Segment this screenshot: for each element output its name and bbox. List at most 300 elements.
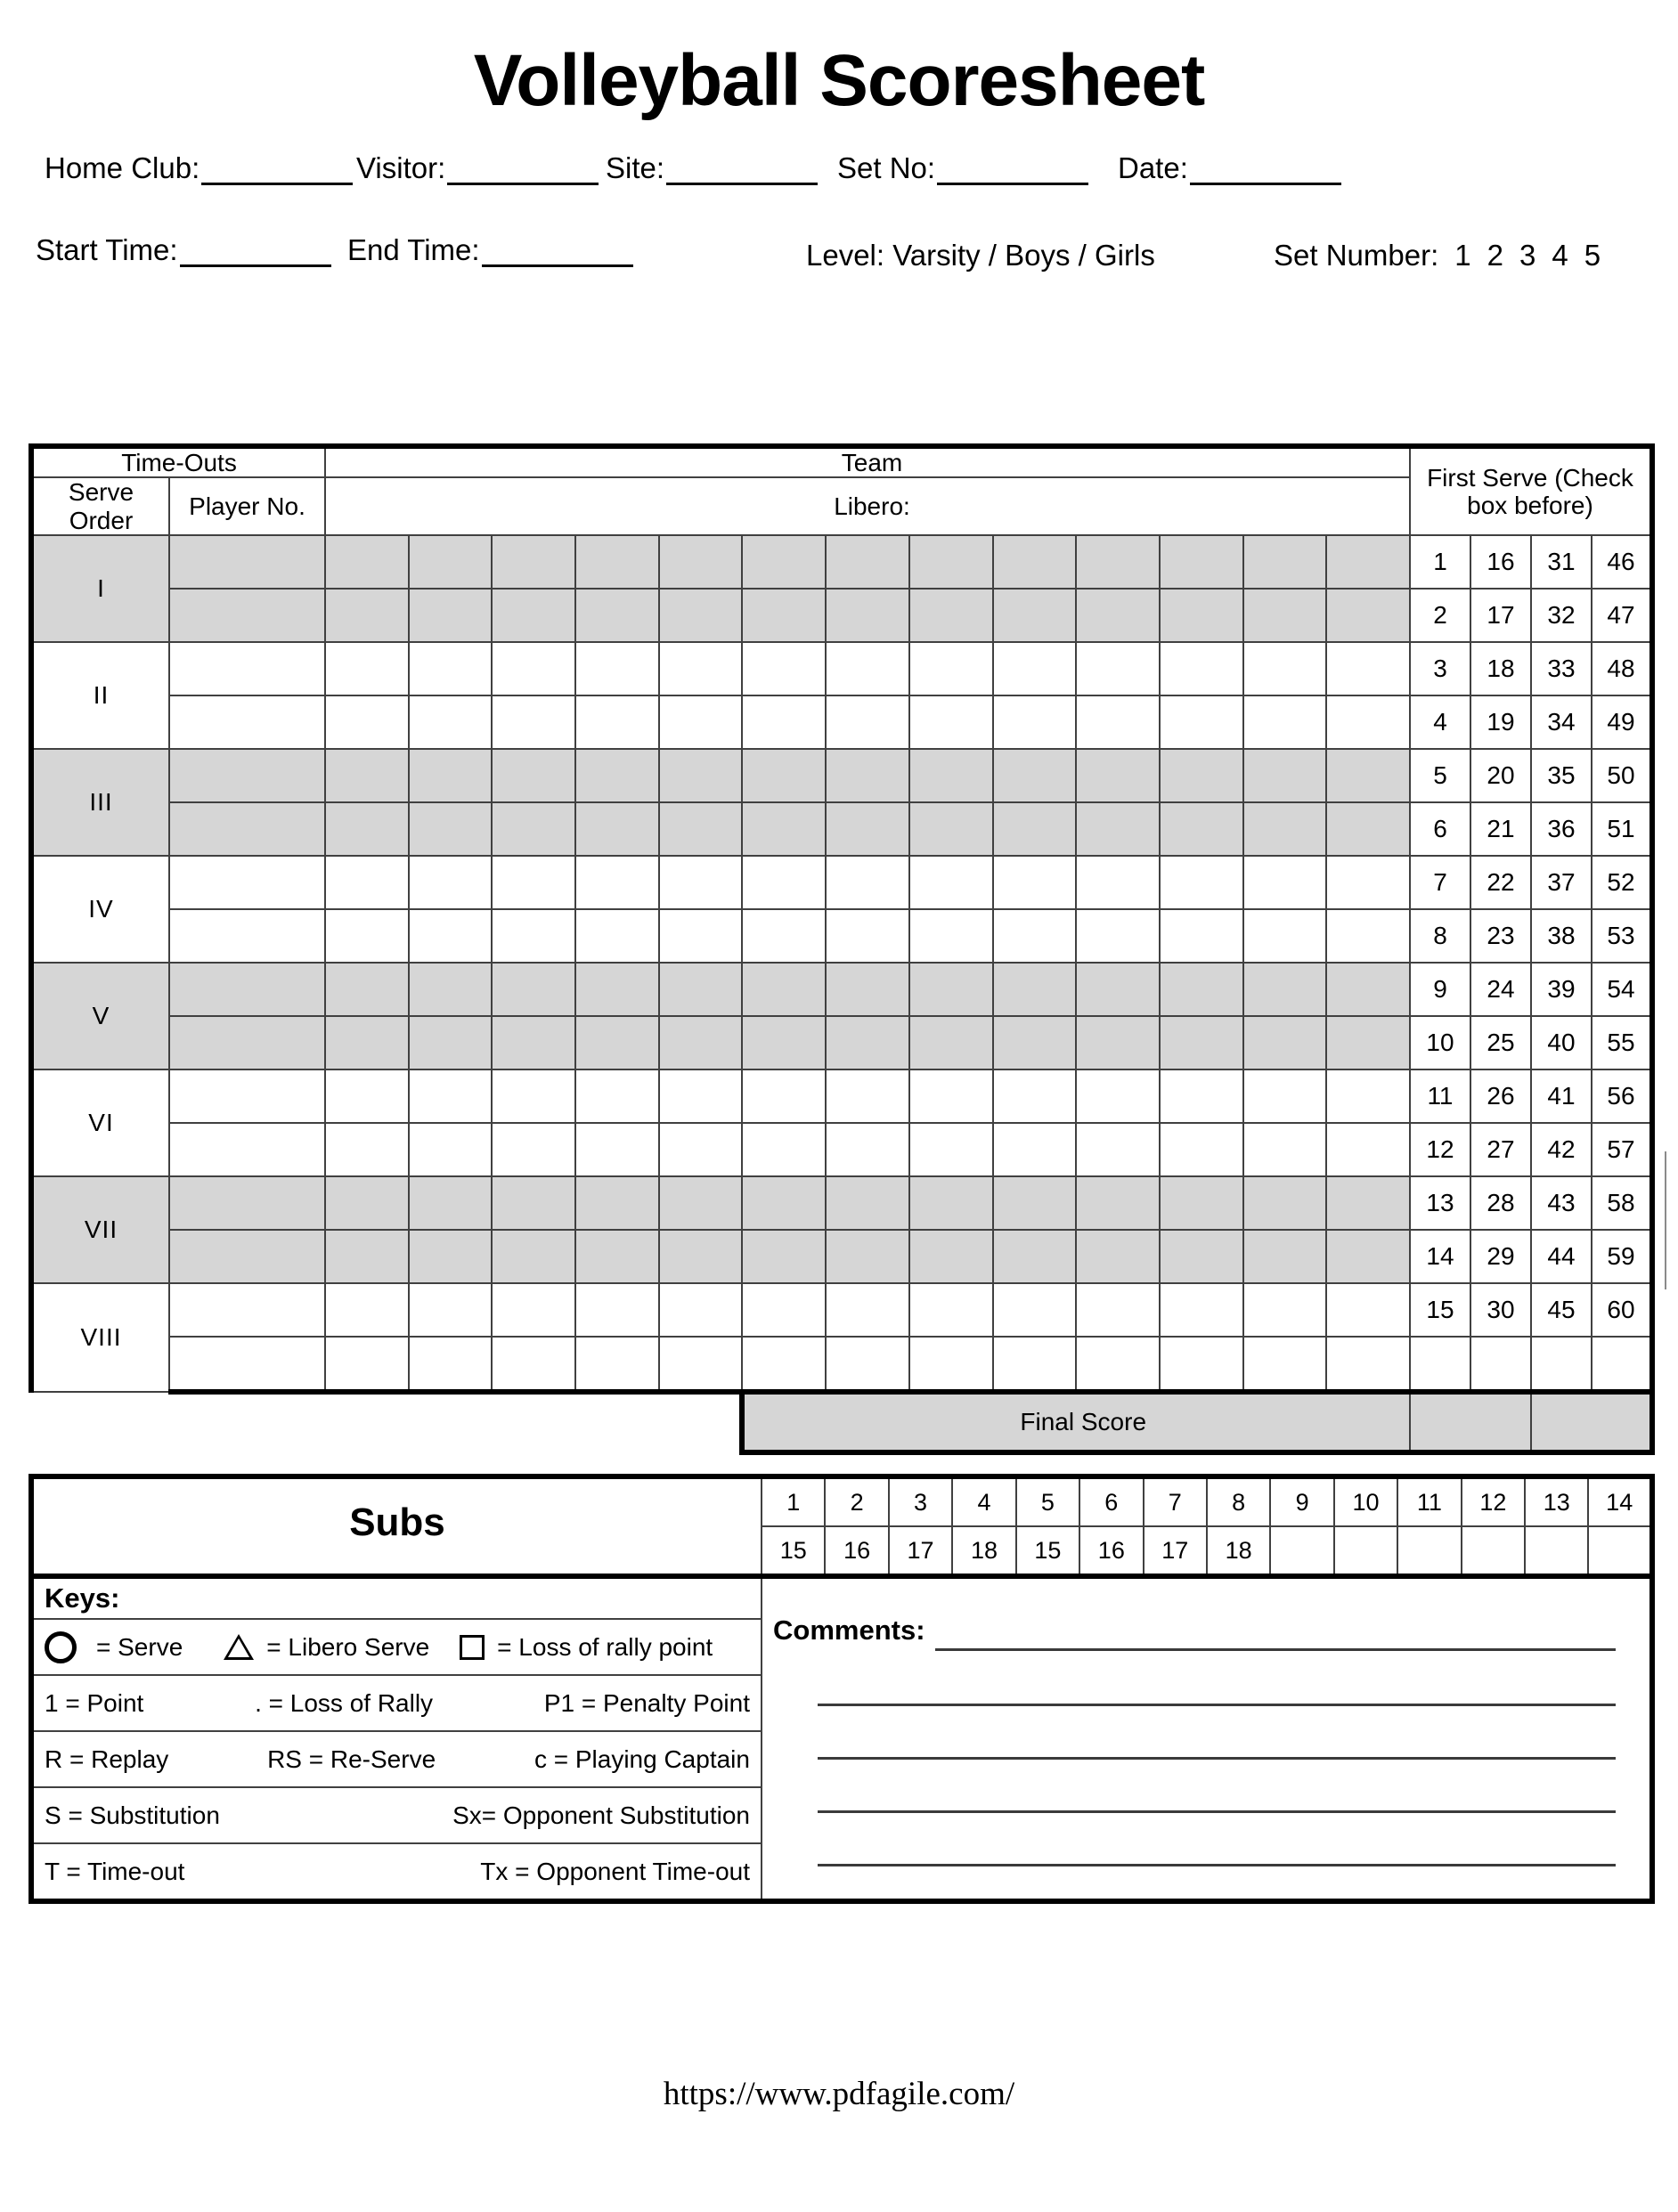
- score-grid-cell[interactable]: [325, 1176, 409, 1230]
- level-options[interactable]: Level: Varsity / Boys / Girls: [806, 239, 1155, 272]
- first-serve-number-58[interactable]: 58: [1592, 1176, 1652, 1230]
- score-grid-cell[interactable]: [575, 695, 659, 749]
- set-number-option-5[interactable]: 5: [1584, 239, 1601, 272]
- header-field-visitor[interactable]: [356, 151, 599, 185]
- field-input-rule[interactable]: [1190, 158, 1341, 185]
- subs-number-6[interactable]: 6: [1079, 1476, 1143, 1526]
- first-serve-number-18[interactable]: 18: [1470, 642, 1531, 695]
- first-serve-number-22[interactable]: 22: [1470, 856, 1531, 909]
- score-grid-cell[interactable]: [492, 749, 575, 802]
- header-field-site[interactable]: [606, 151, 818, 185]
- player-no-input[interactable]: [169, 856, 325, 909]
- score-grid-cell[interactable]: [1243, 695, 1327, 749]
- score-grid-cell[interactable]: [1160, 535, 1243, 589]
- score-grid-cell[interactable]: [409, 1283, 493, 1337]
- first-serve-number-14[interactable]: 14: [1410, 1230, 1470, 1283]
- score-grid-cell[interactable]: [325, 695, 409, 749]
- subs-number-1[interactable]: 1: [762, 1476, 825, 1526]
- score-grid-cell[interactable]: [575, 1176, 659, 1230]
- score-grid-cell[interactable]: [742, 856, 826, 909]
- score-grid-cell[interactable]: [1076, 589, 1160, 642]
- first-serve-number-5[interactable]: 5: [1410, 749, 1470, 802]
- subs-number-10[interactable]: 10: [1334, 1476, 1397, 1526]
- score-grid-cell[interactable]: [909, 642, 993, 695]
- final-score-value-1[interactable]: [1410, 1392, 1531, 1452]
- score-grid-cell[interactable]: [1160, 1337, 1243, 1392]
- score-grid-cell[interactable]: [1326, 909, 1410, 963]
- score-grid-cell[interactable]: [909, 802, 993, 856]
- first-serve-number-55[interactable]: 55: [1592, 1016, 1652, 1069]
- set-number-option-3[interactable]: 3: [1519, 239, 1536, 272]
- score-grid-cell[interactable]: [742, 1230, 826, 1283]
- first-serve-number-37[interactable]: 37: [1531, 856, 1592, 909]
- score-grid-cell[interactable]: [1160, 963, 1243, 1016]
- score-grid-cell[interactable]: [409, 589, 493, 642]
- field-input-rule[interactable]: [937, 158, 1088, 185]
- score-grid-cell[interactable]: [1243, 1230, 1327, 1283]
- first-serve-number-1[interactable]: 1: [1410, 535, 1470, 589]
- score-grid-cell[interactable]: [826, 535, 909, 589]
- first-serve-number-8[interactable]: 8: [1410, 909, 1470, 963]
- score-grid-cell[interactable]: [492, 642, 575, 695]
- score-grid-cell[interactable]: [575, 909, 659, 963]
- first-serve-number-59[interactable]: 59: [1592, 1230, 1652, 1283]
- first-serve-number-28[interactable]: 28: [1470, 1176, 1531, 1230]
- set-number-selector[interactable]: [1274, 239, 1601, 272]
- score-grid-cell[interactable]: [575, 1069, 659, 1123]
- first-serve-number-49[interactable]: 49: [1592, 695, 1652, 749]
- header-field-start-time[interactable]: [36, 233, 331, 267]
- first-serve-number-36[interactable]: 36: [1531, 802, 1592, 856]
- first-serve-number-50[interactable]: 50: [1592, 749, 1652, 802]
- first-serve-number-32[interactable]: 32: [1531, 589, 1592, 642]
- subs-number-2[interactable]: 2: [825, 1476, 888, 1526]
- score-grid-cell[interactable]: [1160, 1069, 1243, 1123]
- score-grid-cell[interactable]: [1076, 535, 1160, 589]
- player-no-input[interactable]: [169, 749, 325, 802]
- subs-entry-empty[interactable]: [1588, 1526, 1651, 1576]
- score-grid-cell[interactable]: [826, 642, 909, 695]
- score-grid-cell[interactable]: [909, 1337, 993, 1392]
- score-grid-cell[interactable]: [1076, 1283, 1160, 1337]
- player-no-input[interactable]: [169, 1283, 325, 1337]
- score-grid-cell[interactable]: [826, 802, 909, 856]
- score-grid-cell[interactable]: [1160, 1283, 1243, 1337]
- player-no-input[interactable]: [169, 535, 325, 589]
- subs-entry-17[interactable]: 17: [1144, 1526, 1207, 1576]
- score-grid-cell[interactable]: [575, 1016, 659, 1069]
- score-grid-cell[interactable]: [325, 642, 409, 695]
- score-grid-cell[interactable]: [409, 802, 493, 856]
- score-grid-cell[interactable]: [325, 1016, 409, 1069]
- score-grid-cell[interactable]: [659, 695, 743, 749]
- player-no-input[interactable]: [169, 589, 325, 642]
- first-serve-number-54[interactable]: 54: [1592, 963, 1652, 1016]
- first-serve-number-23[interactable]: 23: [1470, 909, 1531, 963]
- score-grid-cell[interactable]: [1326, 1176, 1410, 1230]
- score-grid-cell[interactable]: [993, 749, 1077, 802]
- score-grid-cell[interactable]: [1160, 856, 1243, 909]
- player-no-input[interactable]: [169, 1337, 325, 1392]
- score-grid-cell[interactable]: [325, 856, 409, 909]
- player-no-input[interactable]: [169, 1016, 325, 1069]
- score-grid-cell[interactable]: [909, 535, 993, 589]
- score-grid-cell[interactable]: [1243, 1123, 1327, 1176]
- score-grid-cell[interactable]: [826, 1123, 909, 1176]
- score-grid-cell[interactable]: [909, 909, 993, 963]
- player-no-input[interactable]: [169, 1123, 325, 1176]
- score-grid-cell[interactable]: [1326, 963, 1410, 1016]
- subs-number-3[interactable]: 3: [889, 1476, 952, 1526]
- score-grid-cell[interactable]: [742, 1337, 826, 1392]
- first-serve-number-20[interactable]: 20: [1470, 749, 1531, 802]
- score-grid-cell[interactable]: [659, 749, 743, 802]
- score-grid-cell[interactable]: [742, 589, 826, 642]
- score-grid-cell[interactable]: [1243, 1337, 1327, 1392]
- first-serve-number-33[interactable]: 33: [1531, 642, 1592, 695]
- first-serve-number-47[interactable]: 47: [1592, 589, 1652, 642]
- score-grid-cell[interactable]: [492, 802, 575, 856]
- subs-entry-empty[interactable]: [1270, 1526, 1333, 1576]
- score-grid-cell[interactable]: [575, 802, 659, 856]
- score-grid-cell[interactable]: [909, 749, 993, 802]
- score-grid-cell[interactable]: [742, 1176, 826, 1230]
- first-serve-number-3[interactable]: 3: [1410, 642, 1470, 695]
- subs-entry-18[interactable]: 18: [952, 1526, 1015, 1576]
- first-serve-number-4[interactable]: 4: [1410, 695, 1470, 749]
- score-grid-cell[interactable]: [742, 749, 826, 802]
- score-grid-cell[interactable]: [492, 1123, 575, 1176]
- score-grid-cell[interactable]: [1243, 1069, 1327, 1123]
- first-serve-number-35[interactable]: 35: [1531, 749, 1592, 802]
- score-grid-cell[interactable]: [742, 1123, 826, 1176]
- score-grid-cell[interactable]: [826, 1230, 909, 1283]
- first-serve-number-56[interactable]: 56: [1592, 1069, 1652, 1123]
- score-grid-cell[interactable]: [909, 1283, 993, 1337]
- score-grid-cell[interactable]: [1160, 1176, 1243, 1230]
- score-grid-cell[interactable]: [659, 1016, 743, 1069]
- score-grid-cell[interactable]: [909, 589, 993, 642]
- header-field-home-club[interactable]: [45, 151, 353, 185]
- score-grid-cell[interactable]: [1326, 749, 1410, 802]
- score-grid-cell[interactable]: [575, 535, 659, 589]
- score-grid-cell[interactable]: [492, 1230, 575, 1283]
- first-serve-number-9[interactable]: 9: [1410, 963, 1470, 1016]
- score-grid-cell[interactable]: [1160, 802, 1243, 856]
- score-grid-cell[interactable]: [575, 1283, 659, 1337]
- score-grid-cell[interactable]: [1160, 749, 1243, 802]
- score-grid-cell[interactable]: [325, 802, 409, 856]
- player-no-input[interactable]: [169, 963, 325, 1016]
- score-grid-cell[interactable]: [575, 1230, 659, 1283]
- score-grid-cell[interactable]: [826, 909, 909, 963]
- score-grid-cell[interactable]: [492, 963, 575, 1016]
- first-serve-number-26[interactable]: 26: [1470, 1069, 1531, 1123]
- score-grid-cell[interactable]: [1326, 1016, 1410, 1069]
- subs-entry-18[interactable]: 18: [1207, 1526, 1270, 1576]
- comments-line-4[interactable]: [818, 1810, 1616, 1813]
- subs-number-11[interactable]: 11: [1397, 1476, 1461, 1526]
- first-serve-number-16[interactable]: 16: [1470, 535, 1531, 589]
- first-serve-number-17[interactable]: 17: [1470, 589, 1531, 642]
- score-grid-cell[interactable]: [409, 909, 493, 963]
- score-grid-cell[interactable]: [659, 1337, 743, 1392]
- field-input-rule[interactable]: [201, 158, 353, 185]
- score-grid-cell[interactable]: [409, 1069, 493, 1123]
- set-number-option-1[interactable]: 1: [1454, 239, 1471, 272]
- score-grid-cell[interactable]: [409, 695, 493, 749]
- first-serve-number-38[interactable]: 38: [1531, 909, 1592, 963]
- score-grid-cell[interactable]: [409, 749, 493, 802]
- comments-line-1[interactable]: [935, 1648, 1616, 1651]
- score-grid-cell[interactable]: [826, 695, 909, 749]
- score-grid-cell[interactable]: [325, 535, 409, 589]
- first-serve-number-15[interactable]: 15: [1410, 1283, 1470, 1337]
- score-grid-cell[interactable]: [492, 1016, 575, 1069]
- subs-entry-16[interactable]: 16: [825, 1526, 888, 1576]
- subs-number-12[interactable]: 12: [1462, 1476, 1525, 1526]
- score-grid-cell[interactable]: [993, 535, 1077, 589]
- subs-number-13[interactable]: 13: [1525, 1476, 1588, 1526]
- score-grid-cell[interactable]: [492, 589, 575, 642]
- comments-cell[interactable]: [762, 1576, 1652, 1901]
- subs-number-7[interactable]: 7: [1144, 1476, 1207, 1526]
- score-grid-cell[interactable]: [659, 535, 743, 589]
- player-no-input[interactable]: [169, 1069, 325, 1123]
- player-no-input[interactable]: [169, 802, 325, 856]
- final-score-value-2[interactable]: [1531, 1392, 1652, 1452]
- first-serve-number-13[interactable]: 13: [1410, 1176, 1470, 1230]
- score-grid-cell[interactable]: [1160, 1016, 1243, 1069]
- player-no-input[interactable]: [169, 909, 325, 963]
- first-serve-empty[interactable]: [1531, 1337, 1592, 1392]
- score-grid-cell[interactable]: [1243, 589, 1327, 642]
- first-serve-number-48[interactable]: 48: [1592, 642, 1652, 695]
- score-grid-cell[interactable]: [409, 1230, 493, 1283]
- score-grid-cell[interactable]: [659, 589, 743, 642]
- first-serve-number-6[interactable]: 6: [1410, 802, 1470, 856]
- score-grid-cell[interactable]: [1243, 1176, 1327, 1230]
- subs-entry-15[interactable]: 15: [762, 1526, 825, 1576]
- score-grid-cell[interactable]: [1326, 1123, 1410, 1176]
- score-grid-cell[interactable]: [909, 1230, 993, 1283]
- first-serve-number-43[interactable]: 43: [1531, 1176, 1592, 1230]
- score-grid-cell[interactable]: [909, 1069, 993, 1123]
- score-grid-cell[interactable]: [1326, 1283, 1410, 1337]
- score-grid-cell[interactable]: [492, 695, 575, 749]
- score-grid-cell[interactable]: [1326, 589, 1410, 642]
- first-serve-number-12[interactable]: 12: [1410, 1123, 1470, 1176]
- score-grid-cell[interactable]: [492, 1283, 575, 1337]
- score-grid-cell[interactable]: [1326, 1069, 1410, 1123]
- score-grid-cell[interactable]: [325, 1230, 409, 1283]
- score-grid-cell[interactable]: [659, 1230, 743, 1283]
- score-grid-cell[interactable]: [659, 1123, 743, 1176]
- score-grid-cell[interactable]: [993, 1123, 1077, 1176]
- subs-entry-empty[interactable]: [1334, 1526, 1397, 1576]
- score-grid-cell[interactable]: [409, 1337, 493, 1392]
- score-grid-cell[interactable]: [742, 909, 826, 963]
- header-field-end-time[interactable]: [347, 233, 633, 267]
- score-grid-cell[interactable]: [993, 1337, 1077, 1392]
- score-grid-cell[interactable]: [826, 856, 909, 909]
- score-grid-cell[interactable]: [1076, 1230, 1160, 1283]
- first-serve-number-42[interactable]: 42: [1531, 1123, 1592, 1176]
- first-serve-number-11[interactable]: 11: [1410, 1069, 1470, 1123]
- subs-entry-empty[interactable]: [1462, 1526, 1525, 1576]
- score-grid-cell[interactable]: [325, 963, 409, 1016]
- score-grid-cell[interactable]: [909, 856, 993, 909]
- score-grid-cell[interactable]: [909, 1016, 993, 1069]
- score-grid-cell[interactable]: [993, 1230, 1077, 1283]
- score-grid-cell[interactable]: [659, 642, 743, 695]
- score-grid-cell[interactable]: [659, 1069, 743, 1123]
- score-grid-cell[interactable]: [1160, 642, 1243, 695]
- score-grid-cell[interactable]: [909, 1176, 993, 1230]
- score-grid-cell[interactable]: [1076, 1337, 1160, 1392]
- set-number-option-2[interactable]: 2: [1487, 239, 1503, 272]
- subs-number-5[interactable]: 5: [1016, 1476, 1079, 1526]
- score-grid-cell[interactable]: [742, 642, 826, 695]
- score-grid-cell[interactable]: [1076, 1069, 1160, 1123]
- first-serve-number-53[interactable]: 53: [1592, 909, 1652, 963]
- first-serve-number-41[interactable]: 41: [1531, 1069, 1592, 1123]
- comments-line-2[interactable]: [818, 1704, 1616, 1706]
- score-grid-cell[interactable]: [1076, 642, 1160, 695]
- score-grid-cell[interactable]: [1076, 749, 1160, 802]
- score-grid-cell[interactable]: [826, 1016, 909, 1069]
- comments-area[interactable]: [762, 1607, 1649, 1871]
- first-serve-empty[interactable]: [1470, 1337, 1531, 1392]
- score-grid-cell[interactable]: [659, 1176, 743, 1230]
- first-serve-number-29[interactable]: 29: [1470, 1230, 1531, 1283]
- first-serve-number-40[interactable]: 40: [1531, 1016, 1592, 1069]
- score-grid-cell[interactable]: [1243, 963, 1327, 1016]
- score-grid-cell[interactable]: [1243, 749, 1327, 802]
- first-serve-number-39[interactable]: 39: [1531, 963, 1592, 1016]
- first-serve-number-60[interactable]: 60: [1592, 1283, 1652, 1337]
- first-serve-number-34[interactable]: 34: [1531, 695, 1592, 749]
- score-grid-cell[interactable]: [1160, 909, 1243, 963]
- score-grid-cell[interactable]: [575, 1337, 659, 1392]
- first-serve-number-21[interactable]: 21: [1470, 802, 1531, 856]
- score-grid-cell[interactable]: [325, 1069, 409, 1123]
- score-grid-cell[interactable]: [1326, 642, 1410, 695]
- score-grid-cell[interactable]: [492, 856, 575, 909]
- player-no-input[interactable]: [169, 695, 325, 749]
- score-grid-cell[interactable]: [993, 1069, 1077, 1123]
- subs-number-8[interactable]: 8: [1207, 1476, 1270, 1526]
- comments-line-5[interactable]: [818, 1864, 1616, 1866]
- subs-entry-16[interactable]: 16: [1079, 1526, 1143, 1576]
- first-serve-empty[interactable]: [1410, 1337, 1470, 1392]
- score-grid-cell[interactable]: [742, 963, 826, 1016]
- score-grid-cell[interactable]: [1160, 695, 1243, 749]
- score-grid-cell[interactable]: [993, 1176, 1077, 1230]
- set-number-option-4[interactable]: 4: [1552, 239, 1568, 272]
- score-grid-cell[interactable]: [909, 963, 993, 1016]
- score-grid-cell[interactable]: [1160, 589, 1243, 642]
- libero-field[interactable]: Libero:: [325, 477, 1410, 535]
- score-grid-cell[interactable]: [742, 535, 826, 589]
- field-input-rule[interactable]: [447, 158, 599, 185]
- score-grid-cell[interactable]: [1076, 909, 1160, 963]
- field-input-rule[interactable]: [180, 240, 331, 267]
- first-serve-number-24[interactable]: 24: [1470, 963, 1531, 1016]
- first-serve-number-30[interactable]: 30: [1470, 1283, 1531, 1337]
- score-grid-cell[interactable]: [993, 1016, 1077, 1069]
- score-grid-cell[interactable]: [575, 642, 659, 695]
- first-serve-number-45[interactable]: 45: [1531, 1283, 1592, 1337]
- score-grid-cell[interactable]: [993, 589, 1077, 642]
- first-serve-number-44[interactable]: 44: [1531, 1230, 1592, 1283]
- score-grid-cell[interactable]: [409, 1123, 493, 1176]
- score-grid-cell[interactable]: [325, 1337, 409, 1392]
- score-grid-cell[interactable]: [1076, 1016, 1160, 1069]
- score-grid-cell[interactable]: [826, 589, 909, 642]
- score-grid-cell[interactable]: [742, 802, 826, 856]
- score-grid-cell[interactable]: [993, 909, 1077, 963]
- score-grid-cell[interactable]: [325, 1123, 409, 1176]
- subs-number-9[interactable]: 9: [1270, 1476, 1333, 1526]
- score-grid-cell[interactable]: [1076, 1123, 1160, 1176]
- first-serve-number-25[interactable]: 25: [1470, 1016, 1531, 1069]
- score-grid-cell[interactable]: [826, 1176, 909, 1230]
- score-grid-cell[interactable]: [993, 856, 1077, 909]
- score-grid-cell[interactable]: [325, 909, 409, 963]
- score-grid-cell[interactable]: [575, 1123, 659, 1176]
- player-no-input[interactable]: [169, 642, 325, 695]
- score-grid-cell[interactable]: [993, 642, 1077, 695]
- score-grid-cell[interactable]: [1326, 695, 1410, 749]
- score-grid-cell[interactable]: [742, 1283, 826, 1337]
- score-grid-cell[interactable]: [1243, 1283, 1327, 1337]
- score-grid-cell[interactable]: [1326, 1230, 1410, 1283]
- score-grid-cell[interactable]: [1076, 1176, 1160, 1230]
- score-grid-cell[interactable]: [409, 963, 493, 1016]
- score-grid-cell[interactable]: [1243, 802, 1327, 856]
- score-grid-cell[interactable]: [993, 802, 1077, 856]
- first-serve-number-51[interactable]: 51: [1592, 802, 1652, 856]
- score-grid-cell[interactable]: [993, 1283, 1077, 1337]
- score-grid-cell[interactable]: [325, 749, 409, 802]
- score-grid-cell[interactable]: [1326, 856, 1410, 909]
- score-grid-cell[interactable]: [575, 963, 659, 1016]
- first-serve-number-27[interactable]: 27: [1470, 1123, 1531, 1176]
- score-grid-cell[interactable]: [659, 1283, 743, 1337]
- score-grid-cell[interactable]: [1076, 802, 1160, 856]
- score-grid-cell[interactable]: [1243, 1016, 1327, 1069]
- first-serve-number-46[interactable]: 46: [1592, 535, 1652, 589]
- first-serve-number-31[interactable]: 31: [1531, 535, 1592, 589]
- score-grid-cell[interactable]: [826, 963, 909, 1016]
- subs-entry-empty[interactable]: [1397, 1526, 1461, 1576]
- score-grid-cell[interactable]: [492, 1337, 575, 1392]
- score-grid-cell[interactable]: [409, 642, 493, 695]
- score-grid-cell[interactable]: [1243, 535, 1327, 589]
- first-serve-number-2[interactable]: 2: [1410, 589, 1470, 642]
- score-grid-cell[interactable]: [409, 535, 493, 589]
- score-grid-cell[interactable]: [993, 963, 1077, 1016]
- score-grid-cell[interactable]: [742, 695, 826, 749]
- score-grid-cell[interactable]: [575, 749, 659, 802]
- score-grid-cell[interactable]: [742, 1016, 826, 1069]
- score-grid-cell[interactable]: [492, 909, 575, 963]
- score-grid-cell[interactable]: [325, 589, 409, 642]
- score-grid-cell[interactable]: [826, 749, 909, 802]
- score-grid-cell[interactable]: [1160, 1230, 1243, 1283]
- score-grid-cell[interactable]: [325, 1283, 409, 1337]
